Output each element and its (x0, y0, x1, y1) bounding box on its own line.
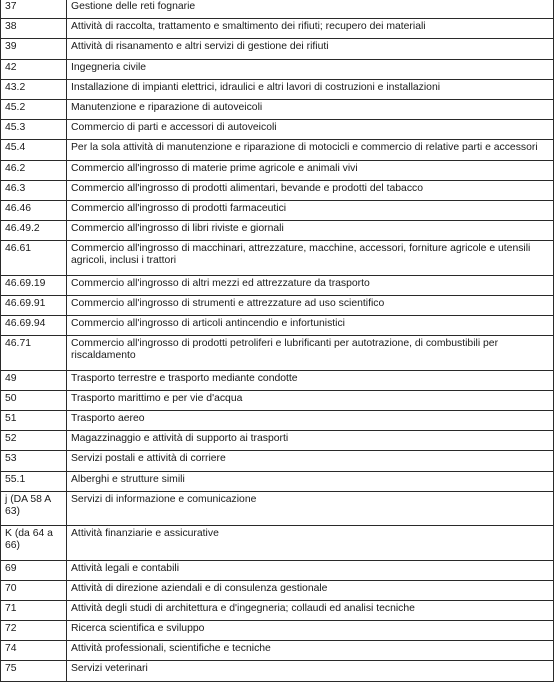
activity-description-cell: Commercio di parti e accessori di autoveicoli (67, 120, 554, 140)
table-row (1, 431, 554, 451)
activity-description-cell: Trasporto terrestre e trasporto mediante condotte (67, 370, 554, 390)
table-row (1, 221, 554, 241)
activity-description-cell: Servizi di informazione e comunicazione (67, 491, 554, 525)
activity-code-cell: 72 (1, 621, 67, 641)
table-row (1, 295, 554, 315)
table-row (1, 336, 554, 370)
activity-code-cell: 46.3 (1, 180, 67, 200)
table-row (1, 410, 554, 430)
activity-description-cell: Ingegneria civile (67, 59, 554, 79)
table-row (1, 641, 554, 661)
table-row (1, 275, 554, 295)
activity-description-cell: Commercio all'ingrosso di macchinari, attrezzature, macchine, accessori, forniture agricole e utensili agricoli, inclusi i trattori (67, 241, 554, 275)
activity-description-cell: Servizi veterinari (67, 661, 554, 681)
activity-description-cell: Commercio all'ingrosso di prodotti farmaceutici (67, 200, 554, 220)
activity-description-cell: Manutenzione e riparazione di autoveicoli (67, 99, 554, 119)
table-row (1, 160, 554, 180)
activity-description-cell: Commercio all'ingrosso di prodotti petroliferi e lubrificanti per autotrazione, di combustibili per riscaldamento (67, 336, 554, 370)
activity-description-cell: Trasporto marittimo e per vie d'acqua (67, 390, 554, 410)
activity-description-cell: Commercio all'ingrosso di libri riviste e giornali (67, 221, 554, 241)
activity-code-cell: 46.2 (1, 160, 67, 180)
activity-code-cell: 45.4 (1, 140, 67, 160)
activity-codes-table-body (1, 0, 554, 681)
activity-code-cell: 46.69.19 (1, 275, 67, 295)
activity-code-cell: 37 (1, 0, 67, 19)
activity-description-cell: Ricerca scientifica e sviluppo (67, 621, 554, 641)
activity-description-cell: Per la sola attività di manutenzione e riparazione di motocicli e commercio di relative parti e accessori (67, 140, 554, 160)
table-row (1, 79, 554, 99)
activity-description-cell: Commercio all'ingrosso di altri mezzi ed attrezzature da trasporto (67, 275, 554, 295)
activity-description-cell: Commercio all'ingrosso di strumenti e attrezzature ad uso scientifico (67, 295, 554, 315)
activity-code-cell: 55.1 (1, 471, 67, 491)
activity-code-cell: 39 (1, 39, 67, 59)
activity-description-cell: Attività di raccolta, trattamento e smaltimento dei rifiuti; recupero dei materiali (67, 19, 554, 39)
table-row (1, 120, 554, 140)
table-row (1, 526, 554, 560)
table-row (1, 580, 554, 600)
activity-code-cell: 45.2 (1, 99, 67, 119)
activity-description-cell: Installazione di impianti elettrici, idraulici e altri lavori di costruzioni e installazioni (67, 79, 554, 99)
activity-description-cell: Commercio all'ingrosso di articoli antincendio e infortunistici (67, 316, 554, 336)
activity-description-cell: Alberghi e strutture simili (67, 471, 554, 491)
activity-description-cell: Trasporto aereo (67, 410, 554, 430)
activity-description-cell: Attività finanziarie e assicurative (67, 526, 554, 560)
table-row (1, 241, 554, 275)
table-row (1, 180, 554, 200)
activity-code-cell: 46.61 (1, 241, 67, 275)
activity-description-cell: Attività professionali, scientifiche e tecniche (67, 641, 554, 661)
activity-description-cell: Attività legali e contabili (67, 560, 554, 580)
table-row (1, 200, 554, 220)
activity-description-cell: Commercio all'ingrosso di materie prime agricole e animali vivi (67, 160, 554, 180)
activity-description-cell: Magazzinaggio e attività di supporto ai trasporti (67, 431, 554, 451)
activity-description-cell: Servizi postali e attività di corriere (67, 451, 554, 471)
table-row (1, 99, 554, 119)
table-row (1, 451, 554, 471)
table-row (1, 59, 554, 79)
table-row (1, 600, 554, 620)
activity-code-cell: K (da 64 a 66) (1, 526, 67, 560)
activity-code-cell: 46.46 (1, 200, 67, 220)
activity-description-cell: Attività di direzione aziendali e di consulenza gestionale (67, 580, 554, 600)
activity-code-cell: 46.71 (1, 336, 67, 370)
table-row (1, 0, 554, 19)
activity-description-cell: Attività di risanamento e altri servizi di gestione dei rifiuti (67, 39, 554, 59)
table-row (1, 560, 554, 580)
activity-code-cell: 43.2 (1, 79, 67, 99)
activity-code-cell: 75 (1, 661, 67, 681)
activity-code-cell: 45.3 (1, 120, 67, 140)
activity-description-cell: Gestione delle reti fognarie (67, 0, 554, 19)
activity-code-cell: 51 (1, 410, 67, 430)
activity-code-cell: 71 (1, 600, 67, 620)
table-row (1, 370, 554, 390)
table-row (1, 491, 554, 525)
activity-code-cell: 46.69.94 (1, 316, 67, 336)
activity-code-cell: 74 (1, 641, 67, 661)
activity-description-cell: Commercio all'ingrosso di prodotti alimentari, bevande e prodotti del tabacco (67, 180, 554, 200)
activity-code-cell: 50 (1, 390, 67, 410)
activity-code-cell: 69 (1, 560, 67, 580)
table-row (1, 316, 554, 336)
table-row (1, 390, 554, 410)
activity-code-cell: 49 (1, 370, 67, 390)
table-row (1, 140, 554, 160)
activity-code-cell: j (DA 58 A 63) (1, 491, 67, 525)
activity-code-cell: 70 (1, 580, 67, 600)
table-row (1, 19, 554, 39)
activity-code-cell: 42 (1, 59, 67, 79)
table-row (1, 661, 554, 681)
table-row (1, 621, 554, 641)
activity-code-cell: 53 (1, 451, 67, 471)
activity-description-cell: Attività degli studi di architettura e d'ingegneria; collaudi ed analisi tecniche (67, 600, 554, 620)
table-row (1, 39, 554, 59)
table-row (1, 471, 554, 491)
activity-code-cell: 46.49.2 (1, 221, 67, 241)
activity-code-cell: 38 (1, 19, 67, 39)
activity-code-cell: 52 (1, 431, 67, 451)
activity-code-cell: 46.69.91 (1, 295, 67, 315)
